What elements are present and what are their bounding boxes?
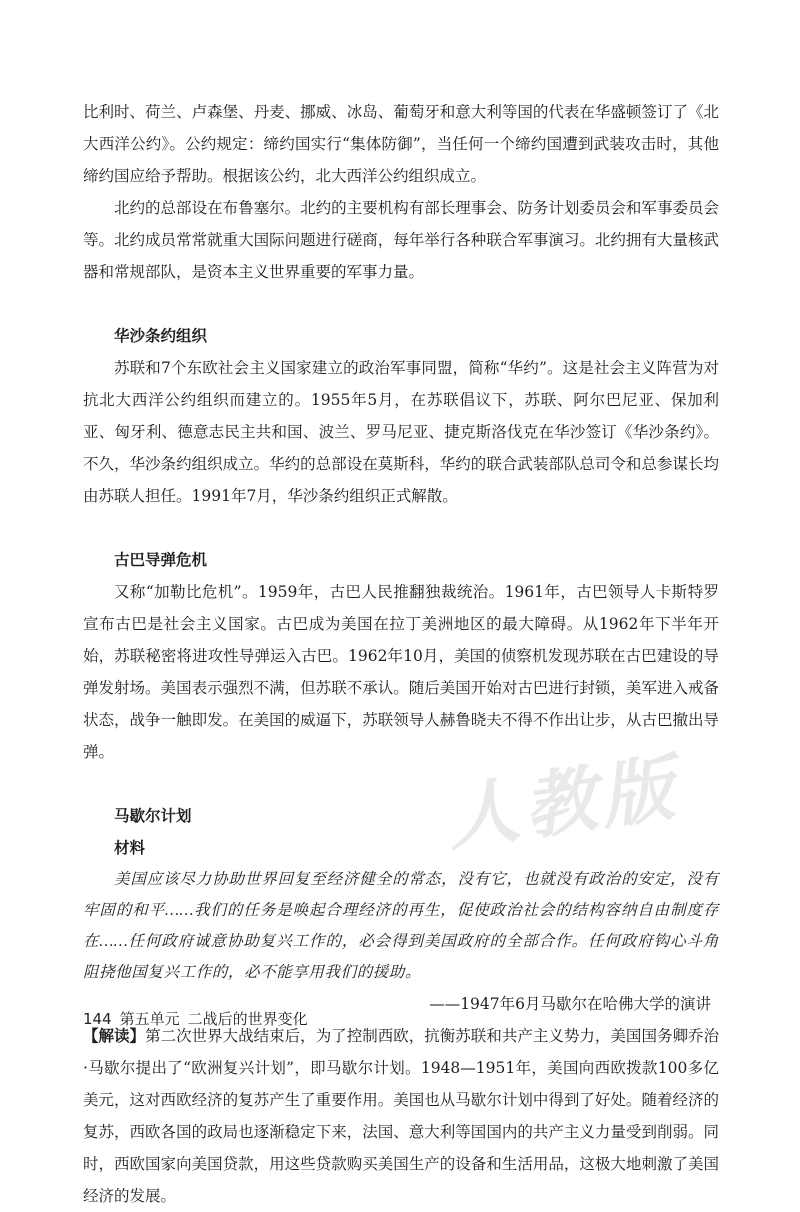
marshall-quote: 美国应该尽力协助世界回复至经济健全的常态，没有它，也就没有政治的安定，没有牢固的和平……我们的任务是唤起合理经济的再生，促使政治社会的结构容纳自由制度存在……任何政府诚意协助复兴工作的，必会得到美国政府的全部合作。任何政府钩心斗角阻挠他国复兴工作的，必不能享用我们的援助。 (83, 871, 719, 981)
nato-paragraph-1: 比利时、荷兰、卢森堡、丹麦、挪威、冰岛、葡萄牙和意大利等国的代表在华盛顿签订了《北大西洋公约》。公约规定：缔约国实行“集体防御”，当任何一个缔约国遭到武装攻击时，其他缔约国应给予帮助。根据该公约，北大西洋公约组织成立。 (83, 103, 719, 185)
quote-attribution: ——1947年6月马歇尔在哈佛大学的演讲 (429, 995, 711, 1013)
section-spacer (83, 768, 719, 800)
interpretation-paragraph (83, 1020, 719, 1212)
page-number: 144 (83, 1010, 112, 1028)
cuban-missile-crisis-text: 又称“加勒比危机”。1959年，古巴人民推翻独裁统治。1961年，古巴领导人卡斯特罗宣布古巴是社会主义国家。古巴成为美国在拉丁美洲地区的最大障碍。从1962年下半年开始，苏联秘密将进攻性导弹运入古巴。1962年10月，美国的侦察机发现苏联在古巴建设的导弹发射场。美国表示强烈不满，但苏联不承认。随后美国开始对古巴进行封锁，美军进入戒备状态，战争一触即发。在美国的威逼下，苏联领导人赫鲁晓夫不得不作出让步，从古巴撤出导弹。 (83, 583, 719, 761)
section-spacer (83, 288, 719, 320)
marshall-plan-title: 马歇尔计划 (114, 807, 192, 825)
interpretation-text: 第二次世界大战结束后，为了控制西欧，抗衡苏联和共产主义势力，美国国务卿乔治·马歇尔提出了“欧洲复兴计划”，即马歇尔计划。1948—1951年，美国向西欧拨款100多亿美元，这对西欧经济的复苏产生了重要作用。美国也从马歇尔计划中得到了好处。随着经济的复苏，西欧各国的政局也逐渐稳定下来，法国、意大利等国国内的共产主义力量受到削弱。同时，西欧国家向美国贷款，用这些贷款购买美国生产的设备和生活用品，这极大地刺激了美国经济的发展。 (83, 1027, 719, 1205)
unit-title: 二战后的世界变化 (187, 1010, 308, 1028)
material-label: 材料 (114, 839, 146, 857)
interpretation-label: 【解读】 (83, 1027, 146, 1045)
warsaw-pact-title: 华沙条约组织 (114, 327, 208, 345)
unit-label: 第五单元 (119, 1010, 180, 1028)
watermark: 人教版 (440, 744, 685, 861)
nato-paragraph-2: 北约的总部设在布鲁塞尔。北约的主要机构有部长理事会、防务计划委员会和军事委员会等。北约成员常常就重大国际问题进行磋商，每年举行各种联合军事演习。北约拥有大量核武器和常规部队，是资本主义世界重要的军事力量。 (83, 199, 719, 281)
page-content (83, 96, 719, 1212)
section-spacer (83, 512, 719, 544)
cuban-missile-crisis-title: 古巴导弹危机 (114, 551, 208, 569)
warsaw-pact-text: 苏联和7个东欧社会主义国家建立的政治军事同盟，简称“华约”。这是社会主义阵营为对抗北大西洋公约组织而建立的。1955年5月，在苏联倡议下，苏联、阿尔巴尼亚、保加利亚、匈牙利、德意志民主共和国、波兰、罗马尼亚、捷克斯洛伐克在华沙签订《华沙条约》。不久，华沙条约组织成立。华约的总部设在莫斯科，华约的联合武装部队总司令和总参谋长均由苏联人担任。1991年7月，华沙条约组织正式解散。 (83, 359, 719, 505)
